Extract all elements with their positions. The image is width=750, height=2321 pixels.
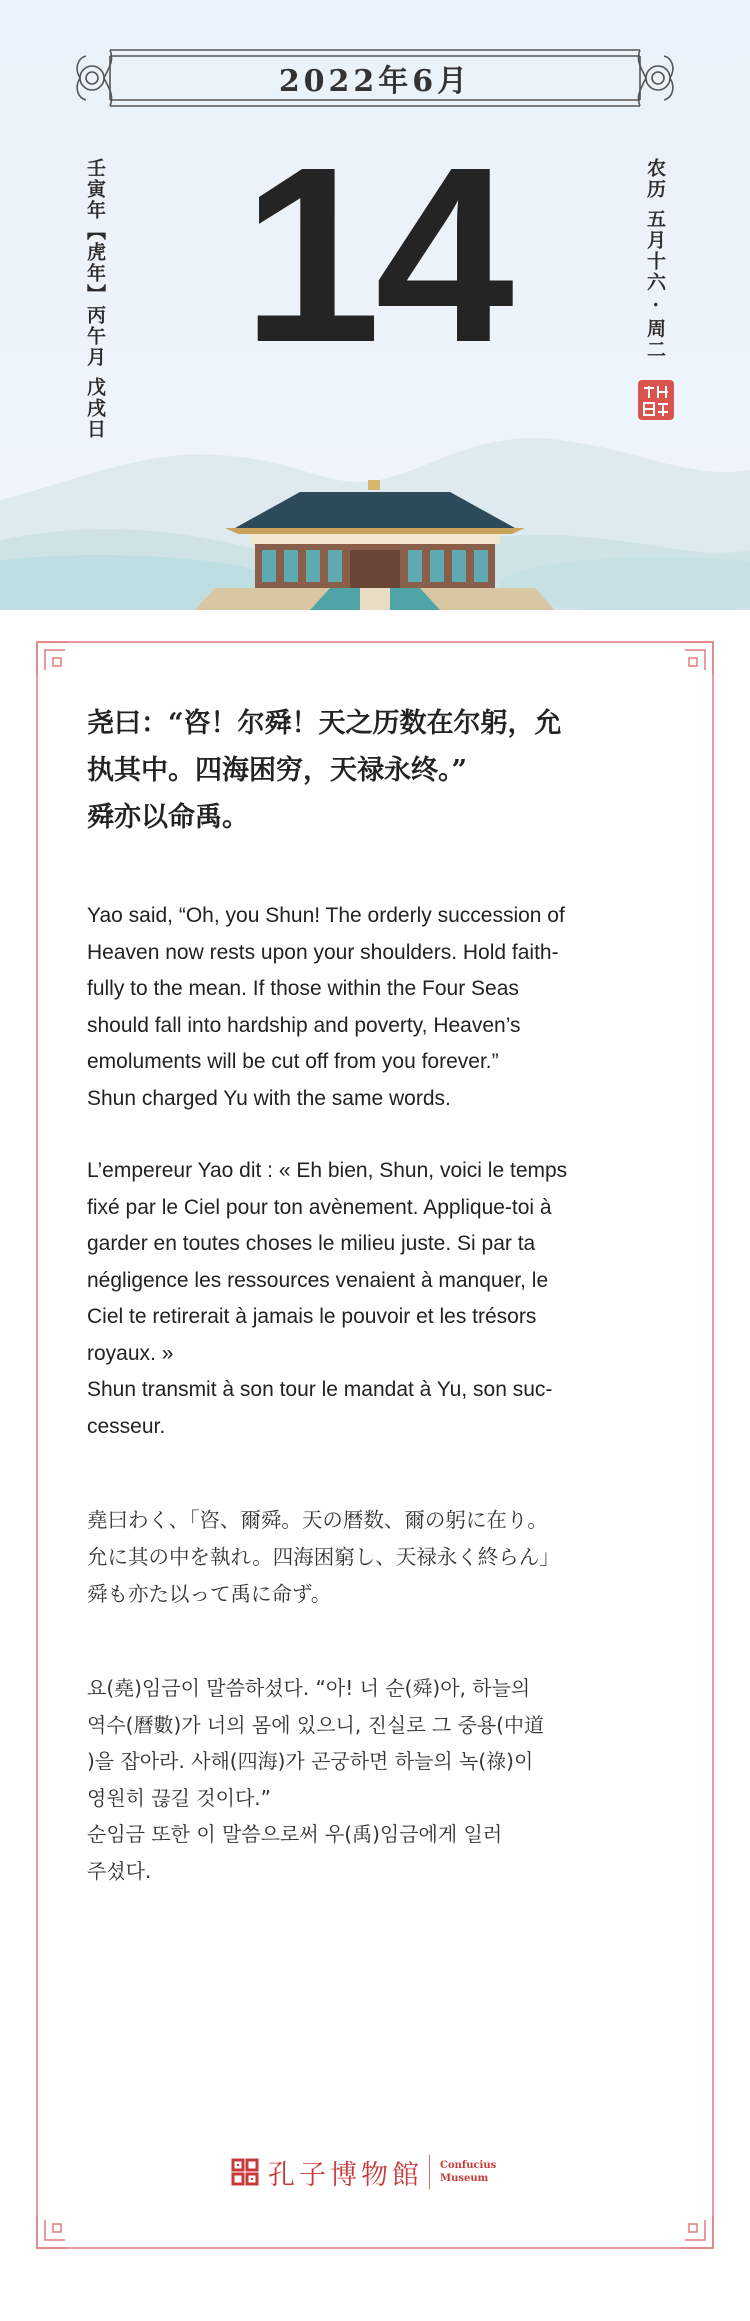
korean-line: 주셨다. xyxy=(87,1858,152,1883)
lunar-date: 农历 五月十六 · 周二 xyxy=(644,158,666,361)
french-line: fixé par le Ciel pour ton avènement. Applique-toi à xyxy=(87,1195,552,1219)
museum-logo-icon xyxy=(230,2157,260,2187)
french-translation xyxy=(87,1153,687,1445)
korean-line: 영원히 끊길 것이다.” xyxy=(87,1785,271,1810)
japanese-line: 堯曰わく、「咨、爾舜。天の暦数、爾の躬に在り。 xyxy=(87,1508,548,1532)
french-line: L’empereur Yao dit : « Eh bien, Shun, voici le temps xyxy=(87,1159,568,1182)
english-line: should fall into hardship and poverty, Heaven’s xyxy=(87,1013,521,1037)
english-line: Yao said, “Oh, you Shun! The orderly succession of xyxy=(87,904,565,927)
japanese-line: 允に其の中を執れ。四海困窮し、天禄永く終らん」 xyxy=(87,1545,560,1569)
ganzhi-date: 壬寅年【虎年】丙午月 戊戌日 xyxy=(84,158,106,440)
logo-english-line: Museum xyxy=(440,2173,489,2184)
classical-line: 尧曰：“咨！尔舜！天之历数在尔躬，允 xyxy=(87,708,562,739)
month-banner xyxy=(70,38,680,118)
logo-chinese-name: 孔子博物館 xyxy=(268,2159,423,2191)
english-translation xyxy=(87,898,687,1117)
japanese-line: 舜も亦た以って禹に命ず。 xyxy=(87,1582,332,1606)
english-line: emoluments will be cut off from you forever.” xyxy=(87,1050,499,1073)
korean-line: )을 잡아라. 사해(四海)가 곤궁하면 하늘의 녹(祿)이 xyxy=(87,1749,534,1773)
japanese-translation xyxy=(87,1502,687,1613)
quote-content xyxy=(87,700,687,1889)
korean-translation xyxy=(87,1670,657,1889)
day-number: 14 xyxy=(241,115,509,394)
quote-card xyxy=(35,640,715,2250)
english-line: Heaven now rests upon your shoulders. Hold faith- xyxy=(87,940,559,964)
french-line: négligence les ressources venaient à manquer, le xyxy=(87,1268,549,1292)
month-title: 2022年6月 xyxy=(278,64,472,99)
museum-logo xyxy=(230,2147,550,2197)
korean-line: 순임금 또한 이 말씀으로써 우(禹)임금에게 일러 xyxy=(87,1822,503,1846)
logo-english-line: Confucius xyxy=(440,2160,497,2171)
classical-chinese-quote xyxy=(87,700,677,841)
french-line: royaux. » xyxy=(87,1341,174,1365)
temple-landscape-icon xyxy=(0,410,750,610)
classical-line: 舜亦以命禹。 xyxy=(87,802,249,833)
korean-line: 요(堯)임금이 말씀하셨다. “아! 너 순(舜)아, 하늘의 xyxy=(87,1676,531,1700)
english-line: Shun charged Yu with the same words. xyxy=(87,1086,451,1110)
korean-line: 역수(曆數)가 너의 몸에 있으니, 진실로 그 중용(中道 xyxy=(87,1712,545,1737)
french-line: Shun transmit à son tour le mandat à Yu, son suc- xyxy=(87,1378,553,1401)
english-line: fully to the mean. If those within the Four Seas xyxy=(87,977,519,1000)
classical-line: 执其中。四海困穷，天禄永终。” xyxy=(87,755,468,786)
calendar-header xyxy=(0,0,750,610)
french-line: Ciel te retirerait à jamais le pouvoir et les trésors xyxy=(87,1305,537,1328)
french-line: cesseur. xyxy=(87,1414,166,1438)
logo-divider xyxy=(429,2155,430,2189)
logo-english-name xyxy=(440,2159,496,2185)
french-line: garder en toutes choses le milieu juste. Si par ta xyxy=(87,1232,536,1255)
